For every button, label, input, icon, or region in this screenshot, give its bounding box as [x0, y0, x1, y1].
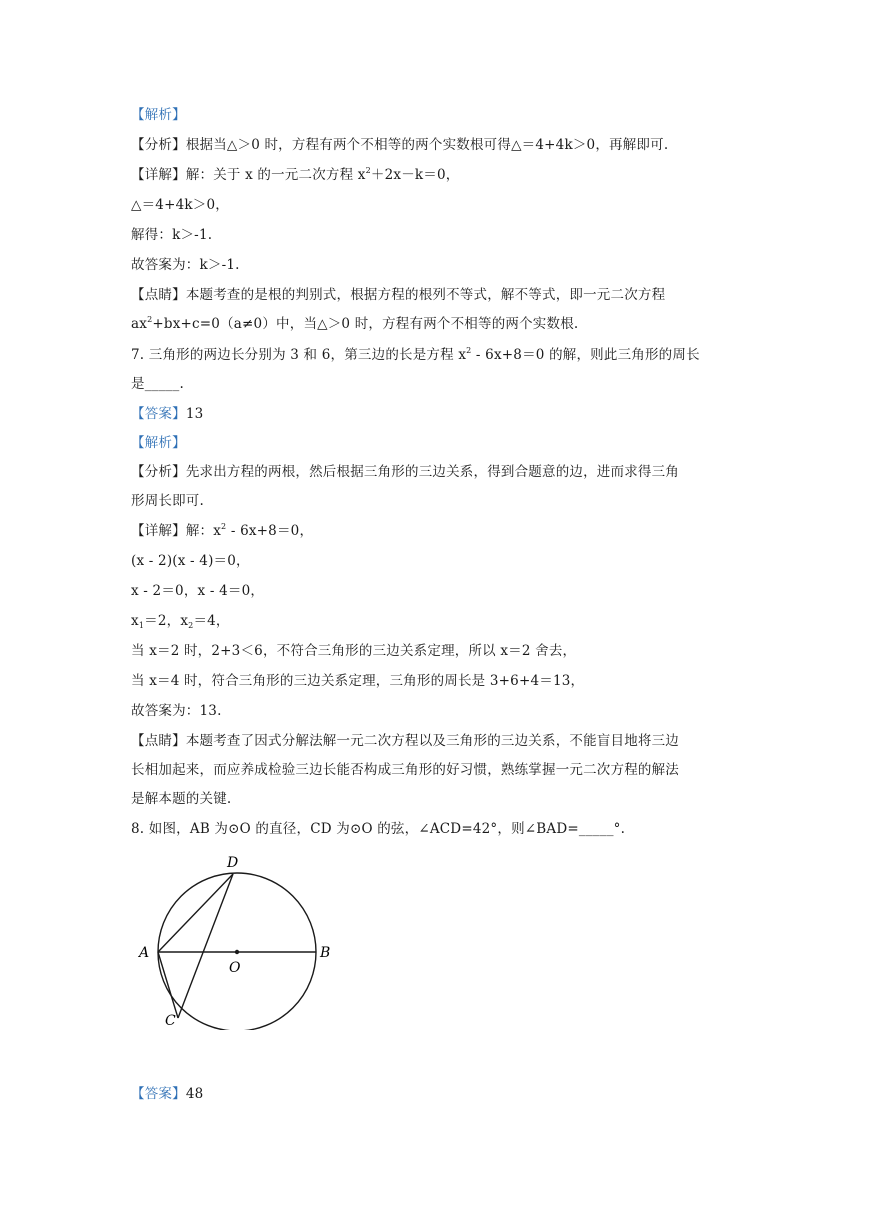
q8-answer	[131, 1085, 203, 1103]
q7-subscript-1: 1	[138, 621, 145, 630]
q6-comment-text-2a: ax	[131, 316, 148, 332]
q7-stem-line-2: 是_____.	[131, 376, 184, 392]
q7-comment-text-1: 本题考查了因式分解法解一元二次方程以及三角形的三边关系，不能盲目地将三边	[185, 733, 680, 749]
q7-comment-line-3: 是解本题的关键.	[131, 791, 232, 807]
q6-jiexi-heading: 【解析】	[131, 107, 186, 123]
q7-step-4: 当 x＝2 时，2+3＜6，不符合三角形的三边关系定理，所以 x＝2 舍去，	[131, 643, 577, 659]
q7-step-3b: ＝2，x	[144, 613, 189, 629]
q7-analysis-line-2: 形周长即可.	[131, 493, 204, 509]
q7-comment	[131, 732, 679, 750]
label-b: B	[320, 945, 331, 961]
q7-detail	[131, 522, 313, 540]
q7-step-3a: x	[131, 613, 139, 629]
label-o: O	[229, 960, 241, 976]
center-point	[235, 950, 239, 954]
q8-answer-value: 48	[185, 1086, 204, 1102]
q7-comment-tag: 【点睛】	[131, 733, 186, 749]
q7-analysis	[131, 463, 679, 481]
q7-step-1: (x - 2)(x - 4)＝0，	[131, 553, 250, 569]
chord-cd	[178, 874, 233, 1018]
q7-comment-line-2: 长相加起来，而应养成检验三边长能否构成三角形的好习惯，熟练掌握一元二次方程的解法	[131, 762, 679, 778]
chord-ad	[158, 874, 233, 952]
q7-detail-text-b: - 6x+8＝0，	[226, 523, 314, 539]
circle-figure	[131, 845, 341, 1030]
q6-analysis-text: 根据当△＞0 时，方程有两个不相等的两个实数根可得△＝4+4k＞0，再解即可.	[185, 137, 669, 153]
q7-analysis-text-1: 先求出方程的两根，然后根据三角形的三边关系，得到合题意的边，进而求得三角	[185, 464, 680, 480]
label-a: A	[139, 945, 150, 961]
q6-comment-exponent: 2	[147, 315, 153, 324]
q7-answer-value: 13	[185, 406, 204, 422]
q7-detail-tag: 【详解】	[131, 523, 186, 539]
q7-step-2: x - 2＝0，x - 4＝0，	[131, 583, 265, 599]
q6-detail-exponent: 2	[365, 166, 371, 175]
q7-answer	[131, 405, 203, 423]
label-c: C	[165, 1013, 176, 1029]
chord-ac	[158, 952, 178, 1018]
q6-step-3: 故答案为：k＞-1.	[131, 257, 240, 273]
q7-step-5: 当 x＝4 时，符合三角形的三边关系定理，三角形的周长是 3+6+4＝13，	[131, 673, 585, 689]
q7-stem-text-b: - 6x+8＝0 的解，则此三角形的周长	[471, 347, 700, 363]
q6-detail-text-a: 解：关于 x 的一元二次方程 x	[185, 167, 366, 183]
q6-step-1: △＝4+4k＞0，	[131, 197, 229, 213]
q6-comment-line-2	[131, 315, 578, 333]
label-d: D	[227, 855, 239, 871]
q8-stem: 8. 如图，AB 为⊙O 的直径，CD 为⊙O 的弦，∠ACD=42°，则∠BAD=_____°.	[131, 821, 626, 837]
q7-stem-exponent: 2	[466, 346, 472, 355]
q7-step-3c: ＝4，	[193, 613, 230, 629]
q6-comment-text-2b: +bx+c=0（a≠0）中，当△＞0 时，方程有两个不相等的两个实数根.	[152, 316, 579, 332]
q7-stem-line-1	[131, 346, 700, 364]
q7-detail-text-a: 解：x	[185, 523, 222, 539]
q7-answer-tag: 【答案】	[131, 406, 186, 422]
q7-step-6: 故答案为：13.	[131, 703, 222, 719]
q7-detail-exponent: 2	[221, 522, 227, 531]
q6-analysis	[131, 136, 668, 154]
q7-stem-text-a: 7. 三角形的两边长分别为 3 和 6，第三边的长是方程 x	[131, 347, 467, 363]
q6-comment	[131, 286, 665, 304]
q6-analysis-tag: 【分析】	[131, 137, 186, 153]
q6-comment-tag: 【点睛】	[131, 287, 186, 303]
circle-diagram	[131, 845, 341, 1030]
q6-detail-text-b: ＋2x－k＝0，	[370, 167, 460, 183]
q7-step-3	[131, 612, 230, 630]
q7-analysis-tag: 【分析】	[131, 464, 186, 480]
q7-jiexi-heading: 【解析】	[131, 435, 186, 451]
q6-step-2: 解得：k＞-1.	[131, 227, 213, 243]
q6-comment-text-1: 本题考查的是根的判别式，根据方程的根列不等式，解不等式，即一元二次方程	[185, 287, 666, 303]
q6-detail	[131, 166, 460, 184]
q6-detail-tag: 【详解】	[131, 167, 186, 183]
q7-subscript-2: 2	[188, 621, 194, 630]
q8-answer-tag: 【答案】	[131, 1086, 186, 1102]
